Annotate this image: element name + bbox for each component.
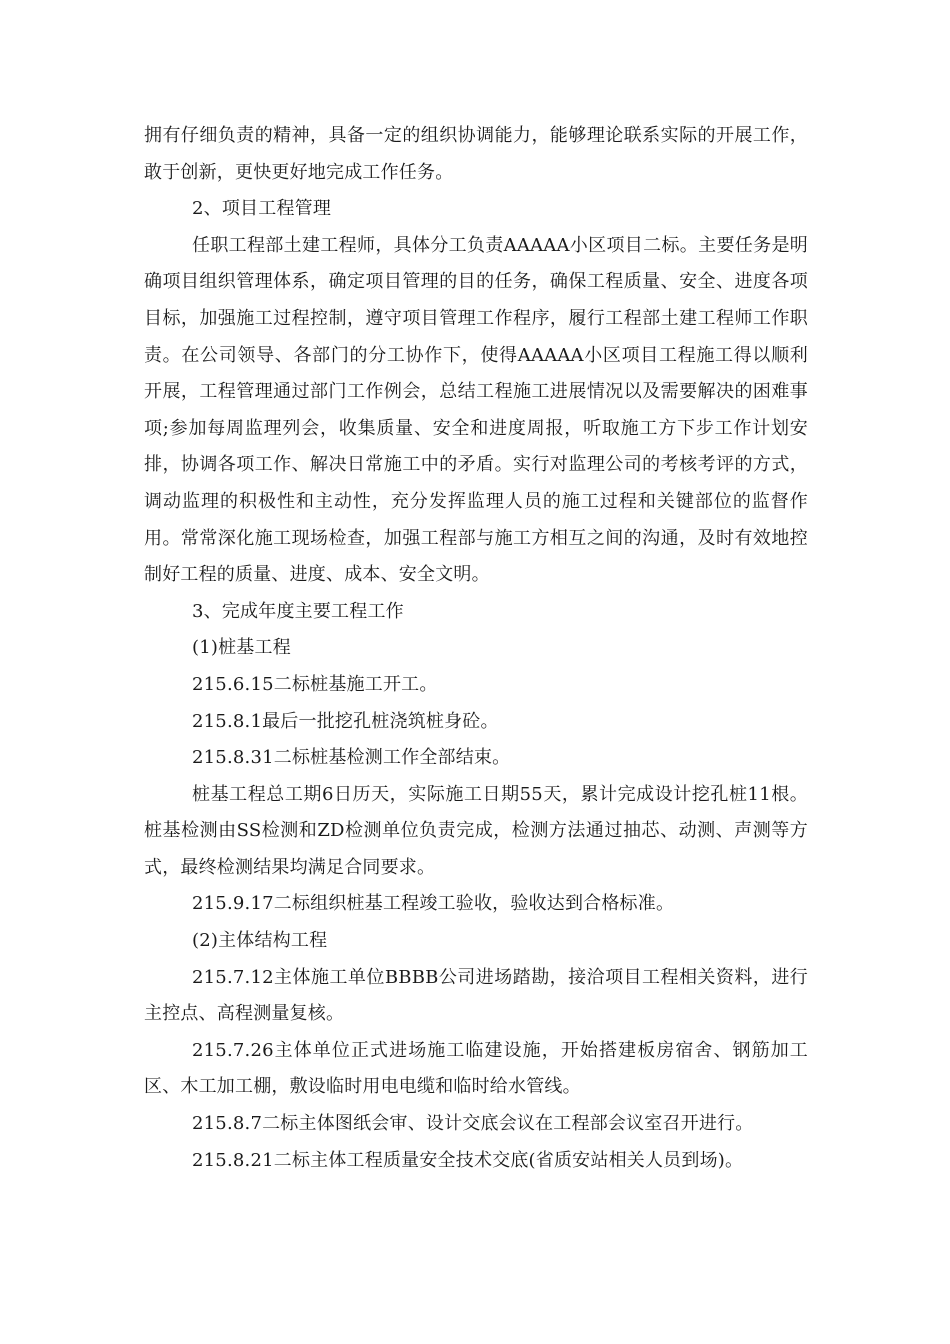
- paragraph-main-temporary-facilities: 215.7.26主体单位正式进场施工临建设施，开始搭建板房宿舍、钢筋加工区、木工加工棚，敷设临时用电电缆和临时给水管线。: [144, 1039, 808, 1098]
- paragraph-pile-testing-end: 215.8.31二标桩基检测工作全部结束。: [192, 747, 511, 769]
- document-body: [144, 118, 808, 1179]
- paragraph-main-drawing-review: 215.8.7二标主体图纸会审、设计交底会议在工程部会议室召开进行。: [192, 1113, 754, 1135]
- section-heading-project-management: 2、项目工程管理: [192, 198, 332, 220]
- paragraph-pile-start: 215.6.15二标桩基施工开工。: [192, 673, 438, 695]
- paragraph-main-safety-briefing: 215.8.21二标主体工程质量安全技术交底(省质安站相关人员到场)。: [192, 1149, 744, 1171]
- paragraph-pile-acceptance: 215.9.17二标组织桩基工程竣工验收，验收达到合格标准。: [192, 893, 675, 915]
- subheading-main-structure: (2)主体结构工程: [192, 930, 328, 952]
- paragraph-pile-summary: 桩基工程总工期6日历天，实际施工日期55天，累计完成设计挖孔桩11根。桩基检测由SS检测和ZD检测单位负责完成，检测方法通过抽芯、动测、声测等方式，最终检测结果均满足合同要求。: [144, 783, 808, 878]
- section-heading-annual-work: 3、完成年度主要工程工作: [192, 600, 404, 622]
- subheading-pile-foundation: (1)桩基工程: [192, 637, 291, 659]
- paragraph-main-survey: 215.7.12主体施工单位BBBB公司进场踏勘，接洽项目工程相关资料，进行主控点、高程测量复核。: [144, 966, 808, 1025]
- paragraph-continuation: 拥有仔细负责的精神，具备一定的组织协调能力，能够理论联系实际的开展工作，敢于创新，更快更好地完成工作任务。: [144, 125, 808, 183]
- paragraph-project-management: 任职工程部土建工程师，具体分工负责AAAAA小区项目二标。主要任务是明确项目组织管理体系，确定项目管理的目的任务，确保工程质量、安全、进度各项目标，加强施工过程控制，遵守项目管理工作程序，履行工程部土建工程师工作职责。在公司领导、各部门的分工协作下，使得AAAAA小区项目工程施工得以顺利开展，工程管理通过部门工作例会，总结工程施工进展情况以及需要解决的困难事项;参加每周监理列会，收集质量、安全和进度周报，听取施工方下步工作计划安排，协调各项工作、解决日常施工中的矛盾。实行对监理公司的考核考评的方式，调动监理的积极性和主动性，充分发挥监理人员的施工过程和关键部位的监督作用。常常深化施工现场检查，加强工程部与施工方相互之间的沟通，及时有效地控制好工程的质量、进度、成本、安全文明。: [144, 234, 808, 586]
- paragraph-pile-last-batch: 215.8.1最后一批挖孔桩浇筑桩身砼。: [192, 710, 499, 732]
